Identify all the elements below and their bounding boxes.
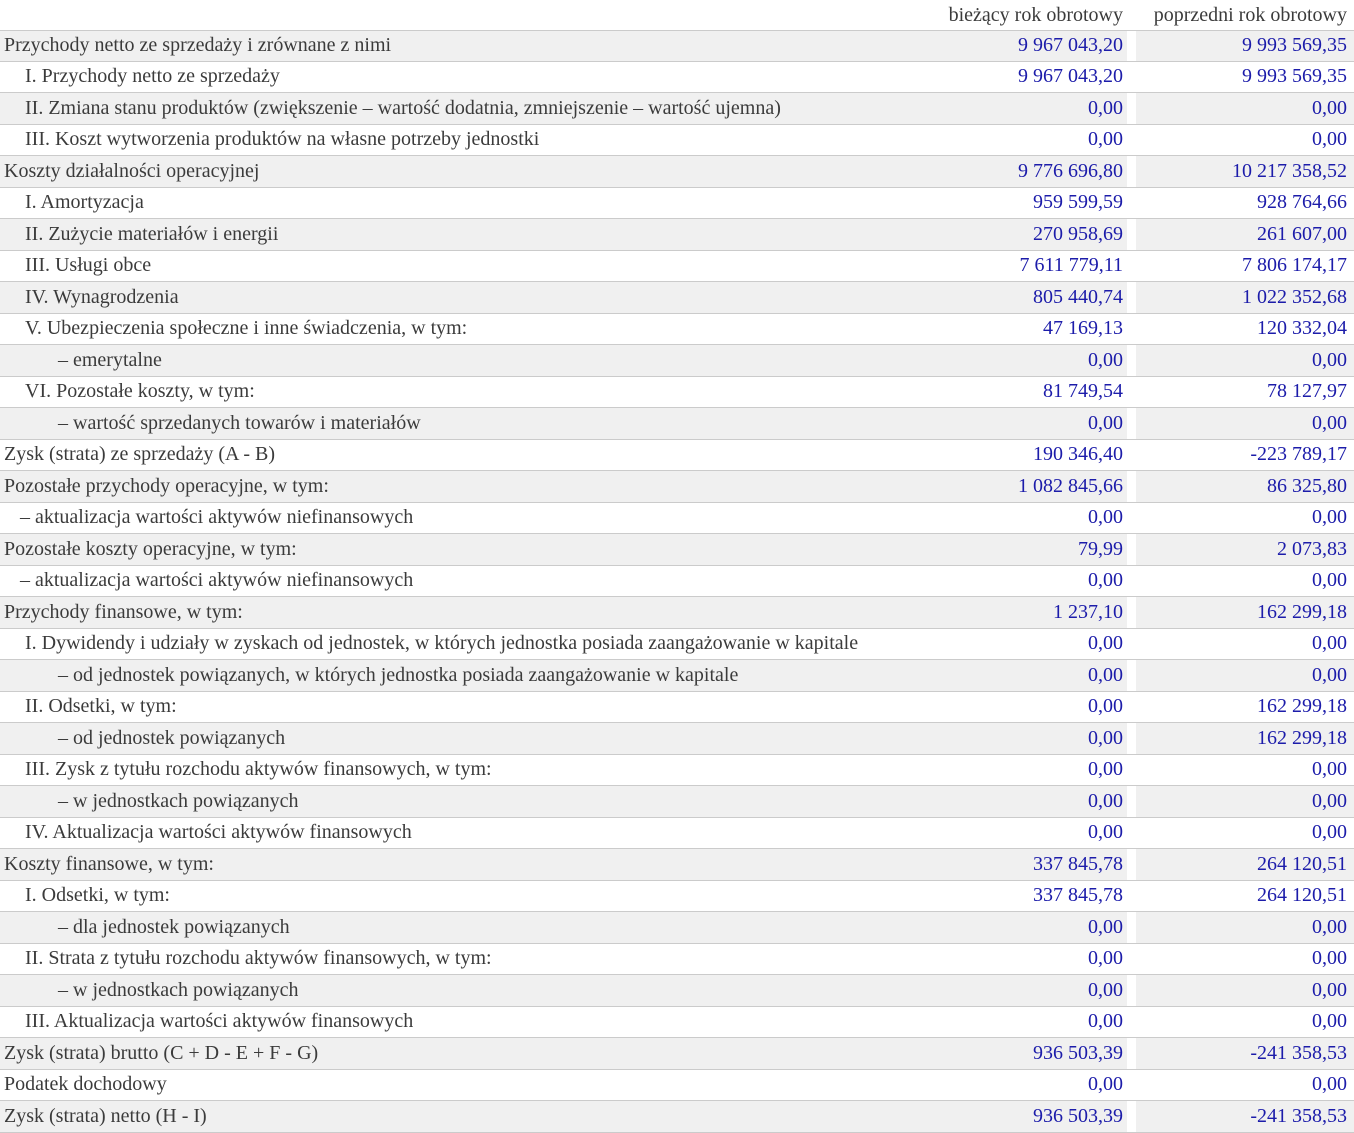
row-label: – aktualizacja wartości aktywów niefinansowych [20,506,414,529]
value-previous-year: 162 299,18 [1136,723,1354,754]
column-gutter [1127,0,1136,30]
row-label: III. Usługi obce [25,254,152,277]
value-previous-year: 0,00 [1136,93,1354,124]
value-previous-year: 0,00 [1136,629,1354,660]
value-current-year: 47 169,13 [1043,317,1123,340]
column-gutter [1127,1007,1136,1038]
row-label: Koszty działalności operacyjnej [4,159,260,182]
value-previous-year: 0,00 [1136,408,1354,439]
column-gutter [1127,156,1136,187]
row-label: Pozostałe przychody operacyjne, w tym: [4,474,329,497]
table-row [0,93,1354,125]
value-previous-year: 0,00 [1136,566,1354,597]
value-current-year: 0,00 [1088,1010,1123,1033]
value-current-year: 79,99 [1078,537,1123,560]
value-previous-year: 264 120,51 [1136,849,1354,880]
value-current-year: 81 749,54 [1043,380,1123,403]
table-row [0,1038,1354,1070]
row-label: – wartość sprzedanych towarów i materiałów [58,411,421,434]
value-current-year: 0,00 [1088,96,1123,119]
row-label: – od jednostek powiązanych [58,726,286,749]
column-gutter [1127,786,1136,817]
column-gutter [1127,849,1136,880]
column-gutter [1127,566,1136,597]
table-row [0,975,1354,1007]
table-row [0,881,1354,913]
column-gutter [1127,31,1136,61]
value-current-year: 9 967 043,20 [1018,34,1123,57]
value-current-year: 0,00 [1088,821,1123,844]
value-previous-year: 2 073,83 [1136,534,1354,565]
table-row [0,62,1354,94]
row-label: Zysk (strata) netto (H - I) [4,1104,207,1127]
value-current-year: 0,00 [1088,978,1123,1001]
table-row [0,692,1354,724]
column-gutter [1127,188,1136,219]
value-previous-year: 162 299,18 [1136,597,1354,628]
table-row [0,1101,1354,1133]
value-current-year: 0,00 [1088,1073,1123,1096]
table-row [0,503,1354,535]
column-gutter [1127,1101,1136,1132]
column-gutter [1127,975,1136,1006]
row-label: Zysk (strata) brutto (C + D - E + F - G) [4,1041,319,1064]
row-label: – w jednostkach powiązanych [58,978,299,1001]
value-previous-year: 0,00 [1136,975,1354,1006]
row-label: I. Dywidendy i udziały w zyskach od jednostek, w których jednostka posiada zaangażowanie w kapitale [25,632,859,655]
table-row [0,786,1354,818]
table-row [0,1070,1354,1102]
value-current-year: 1 082 845,66 [1018,474,1123,497]
value-current-year: 9 967 043,20 [1018,65,1123,88]
column-gutter [1127,660,1136,691]
table-row [0,723,1354,755]
table-row [0,755,1354,787]
table-row [0,251,1354,283]
value-current-year: 959 599,59 [1033,191,1123,214]
table-row [0,314,1354,346]
column-gutter [1127,1038,1136,1069]
row-label: I. Odsetki, w tym: [25,884,170,907]
value-current-year: 9 776 696,80 [1018,159,1123,182]
row-label: II. Strata z tytułu rozchodu aktywów finansowych, w tym: [25,947,492,970]
table-row [0,377,1354,409]
value-current-year: 936 503,39 [1033,1104,1123,1127]
column-gutter [1127,1070,1136,1101]
row-label: Pozostałe koszty operacyjne, w tym: [4,537,297,560]
row-label: – od jednostek powiązanych, w których jednostka posiada zaangażowanie w kapitale [58,663,739,686]
value-current-year: 0,00 [1088,411,1123,434]
column-header-previous-year: poprzedni rok obrotowy [1136,0,1354,30]
row-label: – aktualizacja wartości aktywów niefinansowych [20,569,414,592]
column-gutter [1127,219,1136,250]
row-label: Przychody netto ze sprzedaży i zrównane z nimi [4,34,392,57]
value-current-year: 337 845,78 [1033,852,1123,875]
table-row [0,629,1354,661]
value-previous-year: 0,00 [1136,818,1354,849]
column-gutter [1127,944,1136,975]
value-previous-year: 0,00 [1136,1070,1354,1101]
column-gutter [1127,692,1136,723]
column-gutter [1127,314,1136,345]
table-row [0,408,1354,440]
value-previous-year: 0,00 [1136,345,1354,376]
header-main-cell [0,0,1127,30]
table-row [0,125,1354,157]
value-previous-year: -241 358,53 [1136,1038,1354,1069]
value-current-year: 805 440,74 [1033,285,1123,308]
value-previous-year: 0,00 [1136,755,1354,786]
table-row [0,30,1354,62]
column-gutter [1127,912,1136,943]
table-row [0,660,1354,692]
value-current-year: 1 237,10 [1053,600,1123,623]
value-previous-year: 0,00 [1136,912,1354,943]
table-row [0,566,1354,598]
row-label: Koszty finansowe, w tym: [4,852,214,875]
table-row [0,597,1354,629]
value-current-year: 0,00 [1088,569,1123,592]
value-previous-year: 120 332,04 [1136,314,1354,345]
table-row [0,282,1354,314]
value-previous-year: 162 299,18 [1136,692,1354,723]
value-previous-year: 9 993 569,35 [1136,31,1354,61]
value-previous-year: -223 789,17 [1136,440,1354,471]
value-current-year: 0,00 [1088,915,1123,938]
column-gutter [1127,723,1136,754]
value-previous-year: 9 993 569,35 [1136,62,1354,93]
column-gutter [1127,282,1136,313]
value-current-year: 190 346,40 [1033,443,1123,466]
value-previous-year: 86 325,80 [1136,471,1354,502]
column-header-current-year: bieżący rok obrotowy [948,3,1123,26]
row-label: – dla jednostek powiązanych [58,915,290,938]
row-label: III. Koszt wytworzenia produktów na własne potrzeby jednostki [25,128,540,151]
value-previous-year: 0,00 [1136,125,1354,156]
value-current-year: 0,00 [1088,632,1123,655]
column-gutter [1127,629,1136,660]
row-label: III. Zysk z tytułu rozchodu aktywów finansowych, w tym: [25,758,492,781]
column-gutter [1127,503,1136,534]
row-label: – emerytalne [58,348,162,371]
column-gutter [1127,534,1136,565]
value-previous-year: 0,00 [1136,1007,1354,1038]
column-gutter [1127,471,1136,502]
column-gutter [1127,125,1136,156]
column-gutter [1127,93,1136,124]
table-row [0,912,1354,944]
value-previous-year: 10 217 358,52 [1136,156,1354,187]
column-gutter [1127,597,1136,628]
column-gutter [1127,251,1136,282]
value-previous-year: 264 120,51 [1136,881,1354,912]
table-row [0,944,1354,976]
row-label: V. Ubezpieczenia społeczne i inne świadczenia, w tym: [25,317,468,340]
value-previous-year: -241 358,53 [1136,1101,1354,1132]
table-header-row [0,0,1354,30]
value-current-year: 0,00 [1088,726,1123,749]
value-current-year: 7 611 779,11 [1019,254,1123,277]
row-label: Przychody finansowe, w tym: [4,600,243,623]
table-row [0,188,1354,220]
column-gutter [1127,62,1136,93]
row-label: IV. Wynagrodzenia [25,285,179,308]
table-body [0,30,1354,1133]
row-label: I. Przychody netto ze sprzedaży [25,65,280,88]
table-row [0,534,1354,566]
row-label: II. Zmiana stanu produktów (zwiększenie – wartość dodatnia, zmniejszenie – wartość ujemna) [25,96,781,119]
table-row [0,1007,1354,1039]
column-gutter [1127,755,1136,786]
value-current-year: 270 958,69 [1033,222,1123,245]
row-label: III. Aktualizacja wartości aktywów finansowych [25,1010,414,1033]
value-previous-year: 0,00 [1136,503,1354,534]
value-current-year: 0,00 [1088,695,1123,718]
column-gutter [1127,345,1136,376]
value-previous-year: 0,00 [1136,660,1354,691]
value-previous-year: 7 806 174,17 [1136,251,1354,282]
value-previous-year: 78 127,97 [1136,377,1354,408]
value-current-year: 0,00 [1088,128,1123,151]
value-current-year: 0,00 [1088,348,1123,371]
table-row [0,345,1354,377]
value-previous-year: 928 764,66 [1136,188,1354,219]
value-current-year: 936 503,39 [1033,1041,1123,1064]
row-label: VI. Pozostałe koszty, w tym: [25,380,255,403]
row-label: Zysk (strata) ze sprzedaży (A - B) [4,443,275,466]
row-label: I. Amortyzacja [25,191,144,214]
table-row [0,471,1354,503]
row-label: – w jednostkach powiązanych [58,789,299,812]
value-previous-year: 261 607,00 [1136,219,1354,250]
row-label: Podatek dochodowy [4,1073,167,1096]
value-previous-year: 0,00 [1136,786,1354,817]
value-previous-year: 0,00 [1136,944,1354,975]
table-row [0,156,1354,188]
value-current-year: 0,00 [1088,789,1123,812]
column-gutter [1127,881,1136,912]
table-row [0,849,1354,881]
value-previous-year: 1 022 352,68 [1136,282,1354,313]
value-current-year: 0,00 [1088,758,1123,781]
row-label: II. Zużycie materiałów i energii [25,222,279,245]
value-current-year: 0,00 [1088,947,1123,970]
value-current-year: 337 845,78 [1033,884,1123,907]
column-gutter [1127,408,1136,439]
value-current-year: 0,00 [1088,663,1123,686]
table-row [0,818,1354,850]
table-row [0,219,1354,251]
table-row [0,440,1354,472]
column-gutter [1127,377,1136,408]
value-current-year: 0,00 [1088,506,1123,529]
row-label: II. Odsetki, w tym: [25,695,177,718]
column-gutter [1127,818,1136,849]
row-label: IV. Aktualizacja wartości aktywów finansowych [25,821,412,844]
column-gutter [1127,440,1136,471]
